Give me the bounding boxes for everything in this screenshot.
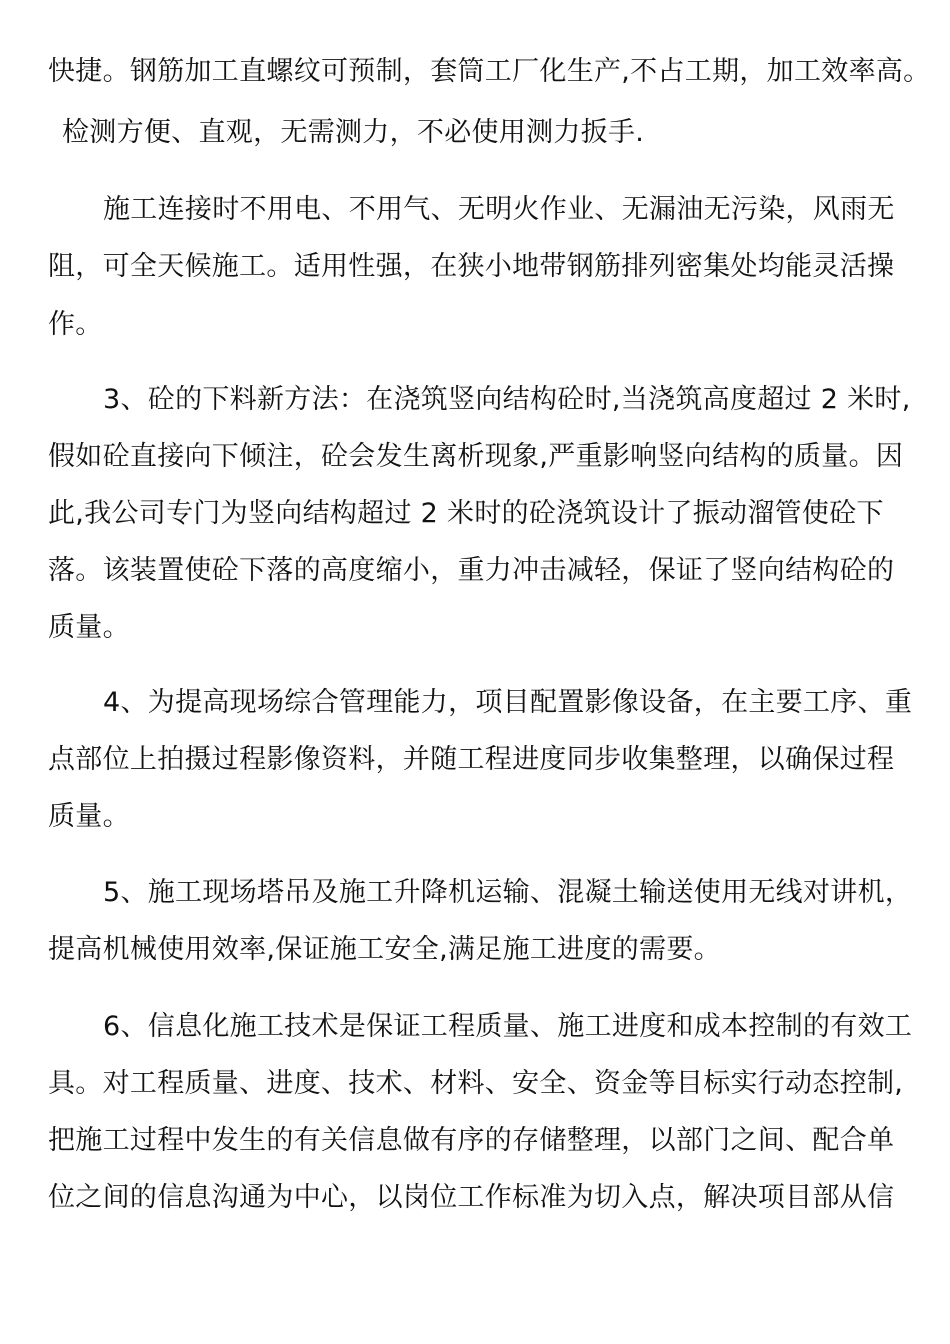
text-line: 位之间的信息沟通为中心，以岗位工作标准为切入点，解决项目部从信 <box>48 1182 895 1213</box>
text-line: 阻，可全天候施工。适用性强，在狭小地带钢筋排列密集处均能灵活操 <box>48 251 895 282</box>
text-line: 作。 <box>48 309 103 340</box>
text-line: 检测方便、直观，无需测力，不必使用测力扳手. <box>62 117 645 148</box>
text-line: 此,我公司专门为竖向结构超过 2 米时的砼浇筑设计了振动溜管使砼下 <box>48 498 884 529</box>
text-line: 5、施工现场塔吊及施工升降机运输、混凝土输送使用无线对讲机， <box>103 877 913 908</box>
text-line: 落。该装置使砼下落的高度缩小，重力冲击减轻，保证了竖向结构砼的 <box>48 555 895 586</box>
text-line: 3、砼的下料新方法：在浇筑竖向结构砼时,当浇筑高度超过 2 米时, <box>103 384 911 415</box>
text-line: 质量。 <box>48 801 130 832</box>
text-line: 把施工过程中发生的有关信息做有序的存储整理，以部门之间、配合单 <box>48 1125 895 1156</box>
text-line: 质量。 <box>48 612 130 643</box>
text-line: 快捷。钢筋加工直螺纹可预制，套筒工厂化生产,不占工期，加工效率高。 <box>48 56 931 87</box>
text-line: 假如砼直接向下倾注，砼会发生离析现象,严重影响竖向结构的质量。因 <box>48 441 904 472</box>
text-line: 具。对工程质量、进度、技术、材料、安全、资金等目标实行动态控制, <box>48 1068 904 1099</box>
text-line: 施工连接时不用电、不用气、无明火作业、无漏油无污染，风雨无 <box>103 194 895 225</box>
text-line: 4、为提高现场综合管理能力，项目配置影像设备，在主要工序、重 <box>103 687 913 718</box>
text-line: 提高机械使用效率,保证施工安全,满足施工进度的需要。 <box>48 934 721 965</box>
text-line: 6、信息化施工技术是保证工程质量、施工进度和成本控制的有效工 <box>103 1011 913 1042</box>
text-line: 点部位上拍摄过程影像资料，并随工程进度同步收集整理，以确保过程 <box>48 744 895 775</box>
